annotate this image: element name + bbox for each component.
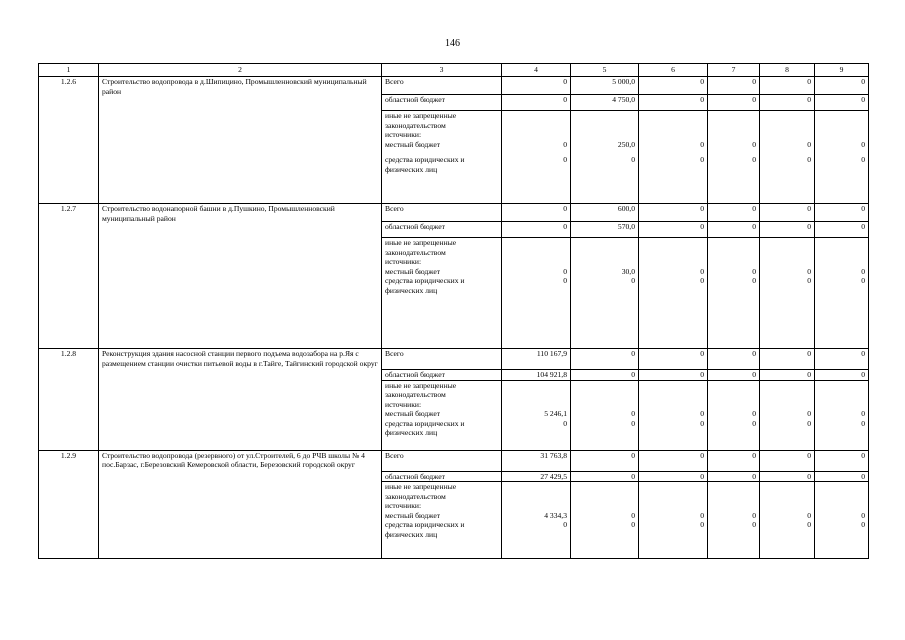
table-row bbox=[39, 349, 869, 370]
value-cell bbox=[639, 111, 708, 204]
value-cell: 0 bbox=[502, 77, 571, 95]
value-cell: 0 bbox=[639, 204, 708, 222]
legal-funds-value: 0 bbox=[631, 155, 635, 164]
source-regional-label: областной бюджет bbox=[382, 471, 502, 482]
value-cell: 0 bbox=[571, 349, 639, 370]
value-cell bbox=[502, 238, 571, 349]
legal-funds-value: 0 bbox=[700, 276, 704, 285]
value-cell: 0 bbox=[815, 471, 869, 482]
source-regional-label: областной бюджет bbox=[382, 95, 502, 111]
table-row bbox=[39, 77, 869, 95]
other-sources-line: источники: bbox=[385, 257, 422, 266]
value-cell bbox=[708, 111, 760, 204]
legal-funds-value: 0 bbox=[700, 155, 704, 164]
value-cell bbox=[708, 238, 760, 349]
value-cell bbox=[760, 380, 815, 450]
project-code: 1.2.7 bbox=[39, 204, 99, 349]
source-other-label bbox=[382, 111, 502, 204]
other-sources-line: законодательством bbox=[385, 120, 446, 130]
value-cell: 0 bbox=[639, 77, 708, 95]
spacer bbox=[505, 482, 567, 511]
legal-funds-value: 0 bbox=[807, 418, 811, 428]
spacer bbox=[505, 111, 567, 140]
value-cell: 0 bbox=[708, 370, 760, 381]
value-cell bbox=[502, 111, 571, 204]
spacer bbox=[505, 238, 567, 267]
value-cell: 0 bbox=[502, 95, 571, 111]
local-budget-value: 0 bbox=[807, 139, 811, 149]
source-total-label: Всего bbox=[382, 450, 502, 471]
local-budget-value: 5 246,1 bbox=[544, 409, 567, 418]
value-cell: 0 bbox=[639, 349, 708, 370]
legal-funds-value: 0 bbox=[752, 520, 756, 529]
spacer bbox=[711, 381, 756, 410]
value-cell: 0 bbox=[502, 222, 571, 238]
source-total-label: Всего bbox=[382, 204, 502, 222]
value-cell bbox=[639, 238, 708, 349]
value-cell: 0 bbox=[760, 349, 815, 370]
value-cell: 0 bbox=[708, 450, 760, 471]
value-cell bbox=[639, 380, 708, 450]
value-cell: 0 bbox=[760, 95, 815, 111]
project-code: 1.2.6 bbox=[39, 77, 99, 204]
value-cell: 0 bbox=[708, 204, 760, 222]
legal-funds-label: физических лиц bbox=[385, 529, 438, 539]
value-cell bbox=[502, 482, 571, 559]
value-cell bbox=[708, 380, 760, 450]
spacer bbox=[642, 111, 704, 140]
value-cell: 0 bbox=[708, 77, 760, 95]
local-budget-value: 0 bbox=[752, 139, 756, 149]
value-cell: 0 bbox=[639, 370, 708, 381]
value-cell: 0 bbox=[760, 204, 815, 222]
local-budget-value: 0 bbox=[807, 266, 811, 276]
legal-funds-label: средства юридических и bbox=[385, 520, 465, 529]
local-budget-value: 0 bbox=[563, 139, 567, 149]
legal-funds-label: средства юридических и bbox=[385, 418, 465, 428]
header-row bbox=[39, 64, 869, 77]
value-cell: 0 bbox=[815, 349, 869, 370]
local-budget-label: местный бюджет bbox=[385, 409, 441, 418]
value-cell bbox=[760, 238, 815, 349]
table-row bbox=[39, 450, 869, 471]
value-cell bbox=[815, 380, 869, 450]
header-cell: 2 bbox=[99, 64, 382, 77]
spacer bbox=[818, 238, 865, 267]
other-sources-line: иные не запрещенные bbox=[385, 111, 457, 120]
local-budget-value: 0 bbox=[631, 510, 635, 520]
legal-funds-value: 0 bbox=[807, 520, 811, 529]
spacer bbox=[711, 111, 756, 140]
value-cell: 0 bbox=[815, 204, 869, 222]
legal-funds-value: 0 bbox=[752, 418, 756, 428]
local-budget-value: 0 bbox=[807, 510, 811, 520]
legal-funds-value: 0 bbox=[807, 276, 811, 285]
legal-funds-value: 0 bbox=[631, 276, 635, 285]
header-cell: 5 bbox=[571, 64, 639, 77]
value-cell: 600,0 bbox=[571, 204, 639, 222]
value-cell: 104 921,8 bbox=[502, 370, 571, 381]
local-budget-label: местный бюджет bbox=[385, 510, 441, 520]
local-budget-value: 0 bbox=[563, 266, 567, 276]
value-cell: 4 750,0 bbox=[571, 95, 639, 111]
value-cell: 0 bbox=[708, 222, 760, 238]
local-budget-value: 0 bbox=[700, 266, 704, 276]
spacer bbox=[818, 111, 865, 140]
value-cell bbox=[502, 380, 571, 450]
legal-funds-value: 0 bbox=[563, 155, 567, 164]
source-total-label: Всего bbox=[382, 349, 502, 370]
value-cell bbox=[708, 482, 760, 559]
spacer bbox=[642, 482, 704, 511]
project-name: Реконструкция здания насосной станции первого подъема водозабора на р.Яя с размещением станции очистки питьевой воды в г.Тайге, Тайгинский городской округ bbox=[99, 349, 382, 451]
local-budget-label: местный бюджет bbox=[385, 139, 441, 149]
spacer bbox=[711, 482, 756, 511]
value-cell: 0 bbox=[708, 95, 760, 111]
other-sources-line: законодательством bbox=[385, 491, 446, 501]
value-cell bbox=[571, 238, 639, 349]
legal-funds-label: средства юридических и bbox=[385, 155, 465, 164]
value-cell bbox=[639, 482, 708, 559]
source-other-label bbox=[382, 380, 502, 450]
other-sources-line: законодательством bbox=[385, 390, 446, 399]
spacer bbox=[642, 381, 704, 410]
spacer bbox=[574, 238, 635, 267]
project-code: 1.2.8 bbox=[39, 349, 99, 451]
value-cell bbox=[815, 482, 869, 559]
project-code: 1.2.9 bbox=[39, 450, 99, 559]
value-cell: 0 bbox=[815, 77, 869, 95]
value-cell: 570,0 bbox=[571, 222, 639, 238]
local-budget-value: 30,0 bbox=[621, 266, 635, 276]
value-cell: 0 bbox=[760, 471, 815, 482]
page-number: 146 bbox=[445, 38, 460, 49]
value-cell: 0 bbox=[708, 471, 760, 482]
spacer bbox=[763, 238, 811, 267]
spacer bbox=[505, 381, 567, 410]
value-cell bbox=[815, 111, 869, 204]
spacer bbox=[818, 381, 865, 410]
value-cell bbox=[571, 380, 639, 450]
local-budget-value: 0 bbox=[700, 510, 704, 520]
value-cell bbox=[571, 111, 639, 204]
local-budget-value: 0 bbox=[807, 409, 811, 418]
project-name: Строительство водопровода (резервного) от ул.Строителей, 6 до РЧВ школы № 4 пос.Барзас, г.Березовский Кемеровской области, Березовский городской округ bbox=[99, 450, 382, 559]
spacer bbox=[763, 482, 811, 511]
header-cell: 7 bbox=[708, 64, 760, 77]
source-other-label bbox=[382, 482, 502, 559]
source-total-label: Всего bbox=[382, 77, 502, 95]
value-cell: 27 429,5 bbox=[502, 471, 571, 482]
source-regional-label: областной бюджет bbox=[382, 222, 502, 238]
local-budget-value: 0 bbox=[700, 139, 704, 149]
local-budget-value: 0 bbox=[861, 266, 865, 276]
legal-funds-value: 0 bbox=[807, 155, 811, 164]
value-cell: 0 bbox=[502, 204, 571, 222]
spacer bbox=[763, 381, 811, 410]
local-budget-value: 4 334,3 bbox=[544, 510, 567, 520]
budget-table bbox=[38, 63, 869, 559]
legal-funds-label: физических лиц bbox=[385, 428, 438, 437]
header-cell: 1 bbox=[39, 64, 99, 77]
local-budget-value: 0 bbox=[700, 409, 704, 418]
local-budget-value: 0 bbox=[861, 139, 865, 149]
legal-funds-value: 0 bbox=[861, 418, 865, 428]
local-budget-label: местный бюджет bbox=[385, 266, 441, 276]
header-cell: 4 bbox=[502, 64, 571, 77]
project-name: Строительство водопровода в д.Шипицино, Промышленновский муниципальный район bbox=[99, 77, 382, 204]
value-cell: 0 bbox=[760, 450, 815, 471]
source-regional-label: областной бюджет bbox=[382, 370, 502, 381]
value-cell: 0 bbox=[815, 95, 869, 111]
local-budget-value: 0 bbox=[861, 510, 865, 520]
legal-funds-value: 0 bbox=[631, 418, 635, 428]
value-cell: 0 bbox=[639, 450, 708, 471]
local-budget-value: 250,0 bbox=[617, 139, 635, 149]
value-cell bbox=[760, 482, 815, 559]
value-cell: 5 000,0 bbox=[571, 77, 639, 95]
legal-funds-label: средства юридических и bbox=[385, 276, 465, 285]
legal-funds-value: 0 bbox=[631, 520, 635, 529]
other-sources-line: источники: bbox=[385, 399, 422, 409]
other-sources-line: источники: bbox=[385, 130, 422, 139]
legal-funds-value: 0 bbox=[700, 520, 704, 529]
value-cell: 0 bbox=[571, 450, 639, 471]
local-budget-value: 0 bbox=[752, 510, 756, 520]
legal-funds-value: 0 bbox=[861, 520, 865, 529]
spacer bbox=[711, 238, 756, 267]
value-cell: 110 167,9 bbox=[502, 349, 571, 370]
table-row bbox=[39, 204, 869, 222]
header-cell: 8 bbox=[760, 64, 815, 77]
other-sources-line: иные не запрещенные bbox=[385, 238, 457, 247]
value-cell: 0 bbox=[708, 349, 760, 370]
header-cell: 3 bbox=[382, 64, 502, 77]
spacer bbox=[642, 238, 704, 267]
value-cell: 0 bbox=[815, 370, 869, 381]
value-cell: 0 bbox=[639, 95, 708, 111]
other-sources-line: законодательством bbox=[385, 247, 446, 257]
legal-funds-value: 0 bbox=[700, 418, 704, 428]
value-cell: 0 bbox=[760, 77, 815, 95]
legal-funds-value: 0 bbox=[861, 276, 865, 285]
legal-funds-value: 0 bbox=[861, 155, 865, 164]
value-cell: 0 bbox=[815, 450, 869, 471]
spacer bbox=[574, 381, 635, 410]
legal-funds-value: 0 bbox=[563, 418, 567, 428]
spacer bbox=[818, 482, 865, 511]
value-cell: 0 bbox=[571, 370, 639, 381]
spacer bbox=[574, 482, 635, 511]
value-cell bbox=[815, 238, 869, 349]
spacer bbox=[763, 111, 811, 140]
legal-funds-value: 0 bbox=[563, 276, 567, 285]
legal-funds-label: физических лиц bbox=[385, 285, 438, 295]
other-sources-line: источники: bbox=[385, 501, 422, 510]
local-budget-value: 0 bbox=[631, 409, 635, 418]
local-budget-value: 0 bbox=[752, 266, 756, 276]
header-cell: 9 bbox=[815, 64, 869, 77]
legal-funds-value: 0 bbox=[752, 155, 756, 164]
value-cell: 0 bbox=[760, 370, 815, 381]
legal-funds-value: 0 bbox=[752, 276, 756, 285]
value-cell: 0 bbox=[571, 471, 639, 482]
legal-funds-value: 0 bbox=[563, 520, 567, 529]
local-budget-value: 0 bbox=[861, 409, 865, 418]
legal-funds-label: физических лиц bbox=[385, 164, 438, 174]
project-name: Строительство водонапорной башни в д.Пушкино, Промышленновский муниципальный район bbox=[99, 204, 382, 349]
source-other-label bbox=[382, 238, 502, 349]
value-cell: 0 bbox=[760, 222, 815, 238]
value-cell: 0 bbox=[639, 471, 708, 482]
other-sources-line: иные не запрещенные bbox=[385, 482, 457, 491]
value-cell: 0 bbox=[815, 222, 869, 238]
value-cell: 31 763,8 bbox=[502, 450, 571, 471]
spacer bbox=[574, 111, 635, 140]
value-cell bbox=[571, 482, 639, 559]
other-sources-line: иные не запрещенные bbox=[385, 380, 457, 390]
value-cell: 0 bbox=[639, 222, 708, 238]
local-budget-value: 0 bbox=[752, 409, 756, 418]
value-cell bbox=[760, 111, 815, 204]
header-cell: 6 bbox=[639, 64, 708, 77]
